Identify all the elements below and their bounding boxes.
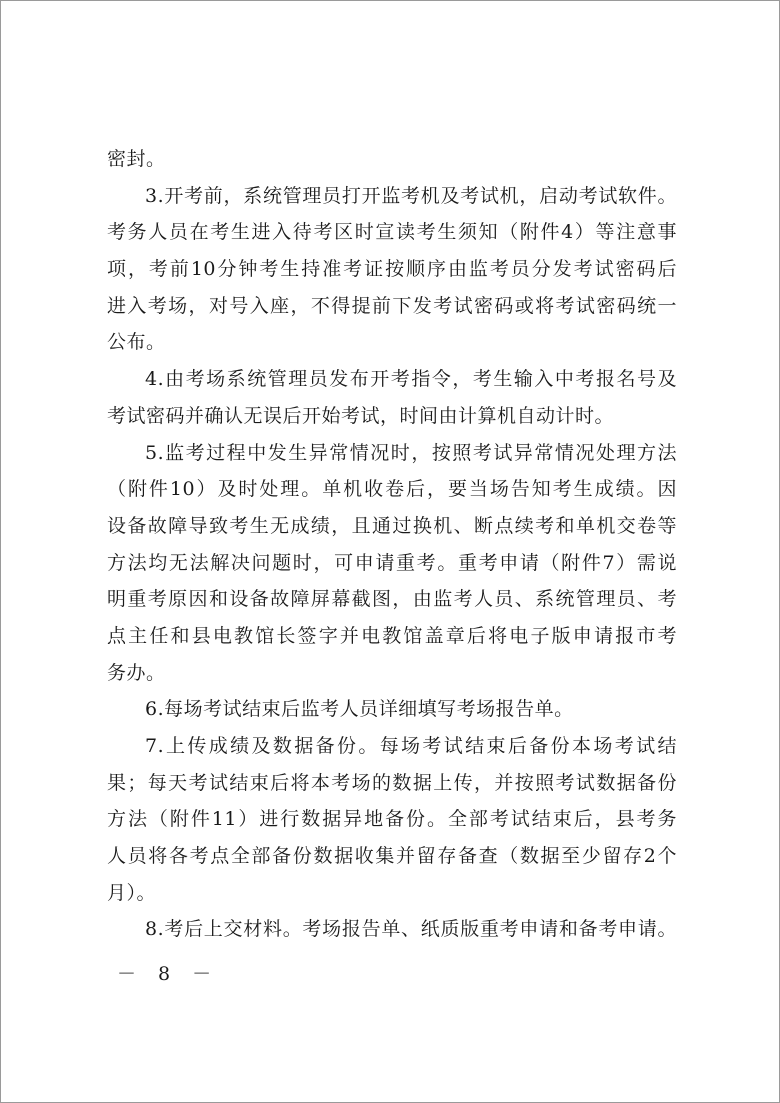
text-line: 人员将各考点全部备份数据收集并留存备查（数据至少留存2个	[107, 845, 677, 868]
text-line: 明重考原因和设备故障屏幕截图，由监考人员、系统管理员、考	[107, 588, 677, 611]
text-line: 7.上传成绩及数据备份。每场考试结束后备份本场考试结	[145, 735, 677, 757]
page-number: － 8 －	[117, 963, 220, 985]
text-line: 考试密码并确认无误后开始考试，时间由计算机自动计时。	[107, 404, 615, 427]
text-line: 公布。	[107, 331, 166, 354]
document-body	[107, 141, 677, 948]
text-line: 密封。	[107, 148, 166, 170]
text-line: 务办。	[107, 661, 166, 684]
text-line: 5.监考过程中发生异常情况时，按照考试异常情况处理方法	[145, 441, 677, 464]
text-line: 设备故障导致考生无成绩，且通过换机、断点续考和单机交卷等	[107, 514, 677, 537]
text-line: 进入考场，对号入座，不得提前下发考试密码或将考试密码统一	[107, 294, 677, 317]
text-line: （附件10）及时处理。单机收卷后，要当场告知考生成绩。因	[107, 478, 677, 501]
text-line: 果；每天考试结束后将本考场的数据上传，并按照考试数据备份	[107, 771, 677, 794]
text-line: 方法（附件11）进行数据异地备份。全部考试结束后，县考务	[107, 808, 677, 831]
text-line: 6.每场考试结束后监考人员详细填写考场报告单。	[145, 698, 574, 721]
text-line: 点主任和县电教馆长签字并电教馆盖章后将电子版申请报市考	[107, 624, 677, 647]
text-line: 4.由考场系统管理员发布开考指令，考生输入中考报名号及	[145, 368, 677, 391]
text-line: 8.考后上交材料。考场报告单、纸质版重考申请和备考申请。	[145, 918, 677, 941]
text-line: 方法均无法解决问题时，可申请重考。重考申请（附件7）需说	[107, 551, 677, 574]
text-line: 3.开考前，系统管理员打开监考机及考试机，启动考试软件。	[145, 184, 677, 207]
text-line: 项，考前10分钟考生持准考证按顺序由监考员分发考试密码后	[107, 258, 677, 281]
text-line: 考务人员在考生进入待考区时宣读考生须知（附件4）等注意事	[107, 221, 677, 244]
text-line: 月）。	[107, 881, 157, 904]
